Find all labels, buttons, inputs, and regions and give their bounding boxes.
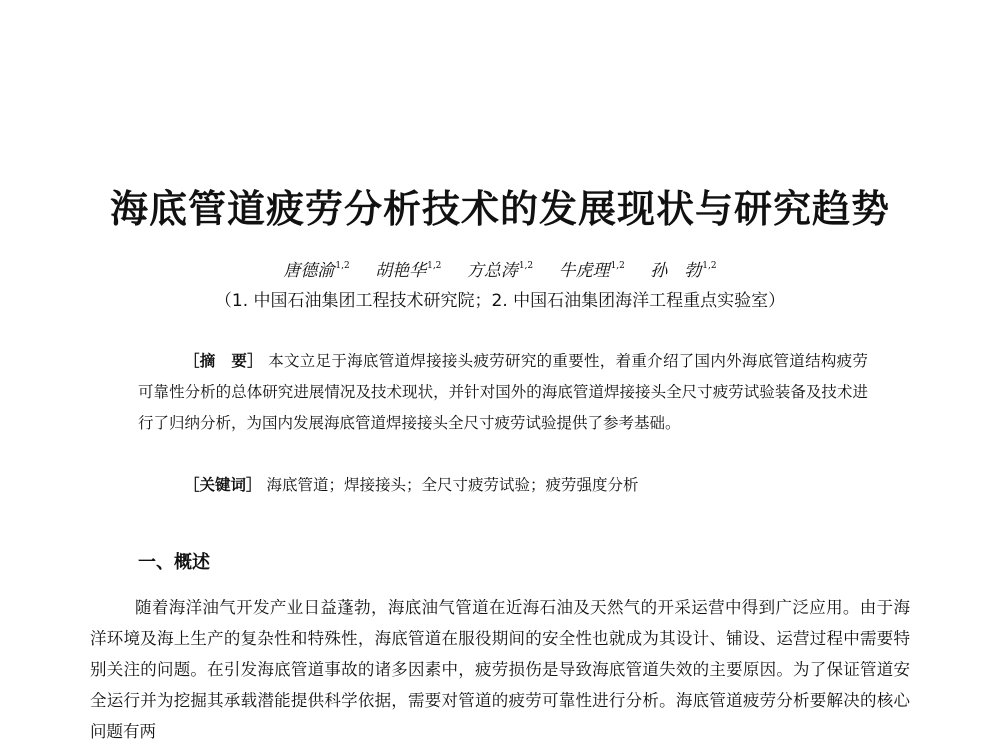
keywords — [184, 470, 884, 501]
abstract-text: 本文立足于海底管道焊接接头疲劳研究的重要性，着重介绍了国内外海底管道结构疲劳可靠性分析的总体研究进展情况及技术现状，并针对国外的海底管道焊接接头全尺寸疲劳试验装备及技术进行了归纳分析，为国内发展海底管道焊接接头全尺寸疲劳试验提供了参考基础。 — [138, 352, 868, 432]
keywords-label: ［关键词］ — [184, 476, 262, 494]
author-affiliation-marker: 1,2 — [518, 261, 534, 271]
author-name: 胡艳华 — [375, 261, 427, 281]
paper-title: 海底管道疲劳分析技术的发展现状与研究趋势 — [109, 187, 890, 231]
affiliation-line: （1. 中国石油集团工程技术研究院；2. 中国石油集团海洋工程重点实验室） — [214, 291, 786, 311]
abstract-label: ［摘 要］ — [184, 352, 263, 370]
author-name: 唐德渝 — [283, 261, 335, 281]
author-name: 方总涛 — [466, 261, 518, 281]
body-paragraph: 随着海洋油气开发产业日益蓬勃，海底油气管道在近海石油及天然气的开采运营中得到广泛应用。由于海洋环境及海上生产的复杂性和特殊性，海底管道在服役期间的安全性也就成为其设计、铺设、运营过程中需要特别关注的问题。在引发海底管道事故的诸多因素中，疲劳损伤是导致海底管道失效的主要原因。为了保证管道安全运行并为挖掘其承载潜能提供科学依据，需要对管道的疲劳可靠性进行分析。海底管道疲劳分析要解决的核心问题有两 — [90, 598, 910, 741]
abstract — [138, 346, 868, 439]
author-affiliation-marker: 1,2 — [702, 261, 717, 271]
author-affiliation-marker: 1,2 — [427, 261, 442, 271]
author-affiliation-marker: 1,2 — [610, 261, 625, 271]
author-list — [0, 256, 1000, 281]
author — [283, 256, 349, 281]
section-heading: 一、概述 — [138, 552, 210, 573]
author-name: 牛虎理 — [558, 261, 610, 281]
author — [375, 256, 441, 281]
keywords-text: 海底管道；焊接接头；全尺寸疲劳试验；疲劳强度分析 — [266, 476, 639, 494]
author — [467, 256, 533, 281]
author-affiliation-marker: 1,2 — [335, 261, 350, 271]
author — [559, 256, 625, 281]
author-name: 孙 勃 — [650, 261, 702, 281]
author — [650, 256, 716, 281]
